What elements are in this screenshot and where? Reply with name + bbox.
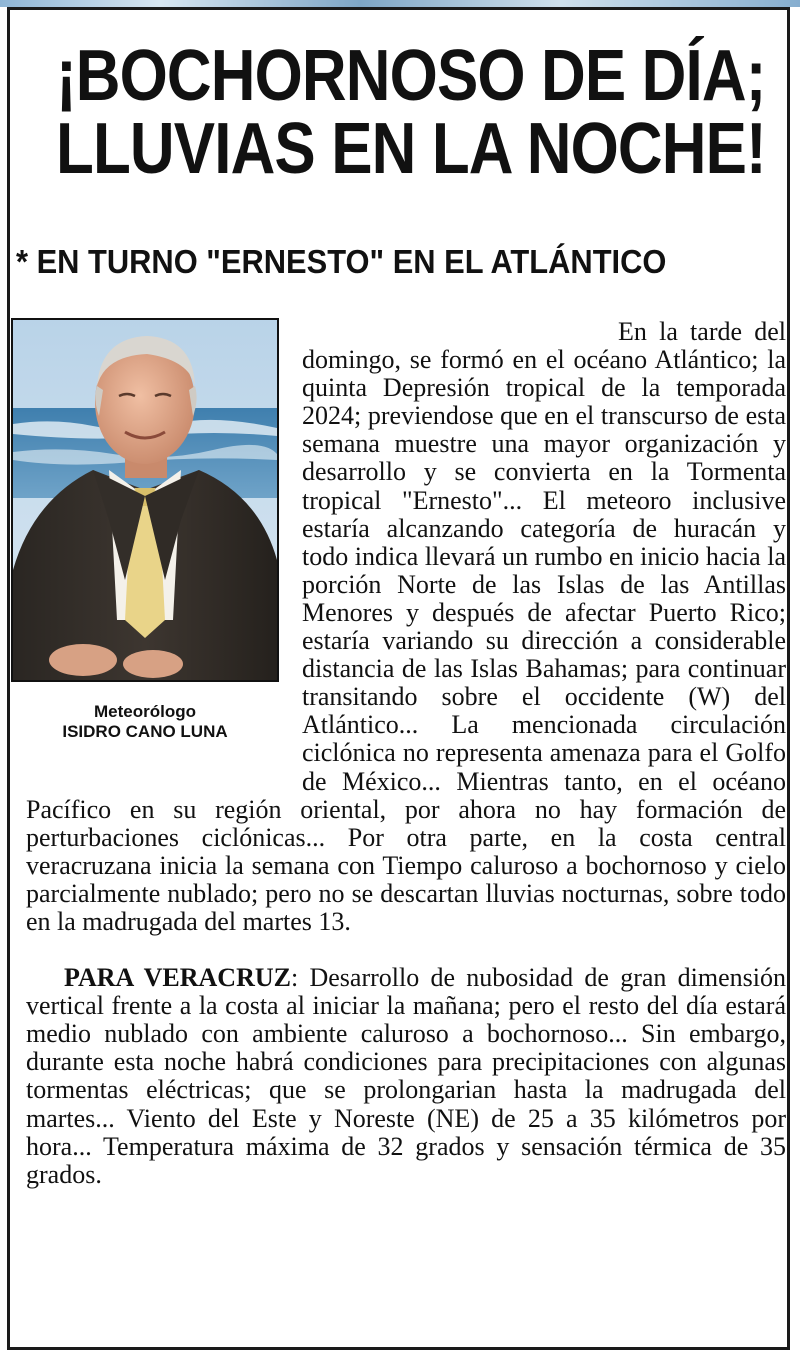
- top-photo-strip: [0, 0, 800, 7]
- caption-role: Meteorólogo: [94, 702, 196, 721]
- article-paragraph-2: [26, 964, 786, 1189]
- paragraph-2-lead: PARA VERACRUZ: [64, 963, 291, 993]
- headline-line-2: LLUVIAS EN LA NOCHE!: [56, 109, 766, 189]
- headline: [56, 36, 766, 189]
- subheadline: * EN TURNO "ERNESTO" EN EL ATLÁNTICO: [16, 243, 667, 280]
- photo-spacer: [26, 318, 302, 783]
- headline-line-1: ¡BOCHORNOSO DE DÍA;: [56, 36, 766, 116]
- article-body: [26, 318, 786, 1189]
- paragraph-1-text: En la tarde del domingo, se formó en el océano Atlántico; la quinta Depresión tropical de la temporada 2024; previendose que en el transcurso de esta semana muestre una mayor organización y desarrollo y se convierta en la Tormenta tropical "Ernesto"... El meteoro inclusive estaría alcanzando categoría de huracán y todo indica llevará un rumbo en inicio hacia la porción Norte de las Islas de las Antillas Menores y después de afectar Puerto Rico; estaría variando su dirección a considerable distancia de las Islas Bahamas; para continuar transitando sobre el occidente (W) del Atlántico... La mencionada circulación ciclónica no representa amenaza para el Golfo de México... Mientras tanto, en el océano Pacífico en su región oriental, por ahora no hay formación de perturbaciones ciclónicas... Por otra parte, en la costa central veracruzana inicia la semana con Tiempo caluroso a bochornoso y cielo parcialmente nublado; pero no se descartan lluvias nocturnas, sobre todo en la madrugada del martes 13.: [26, 317, 786, 936]
- caption-name: ISIDRO CANO LUNA: [62, 722, 228, 741]
- paragraph-2-text: : Desarrollo de nubosidad de gran dimensión vertical frente a la costa al iniciar la mañana; pero el resto del día estará medio nublado con ambiente caluroso a bochornoso... Sin embargo, durante esta noche habrá condiciones para precipitaciones con algunas tormentas eléctricas; que se prolongarian hasta la madrugada del martes... Viento del Este y Noreste (NE) de 25 a 35 kilómetros por hora... Temperatura máxima de 32 grados y sensación térmica de 35 grados.: [26, 963, 787, 1189]
